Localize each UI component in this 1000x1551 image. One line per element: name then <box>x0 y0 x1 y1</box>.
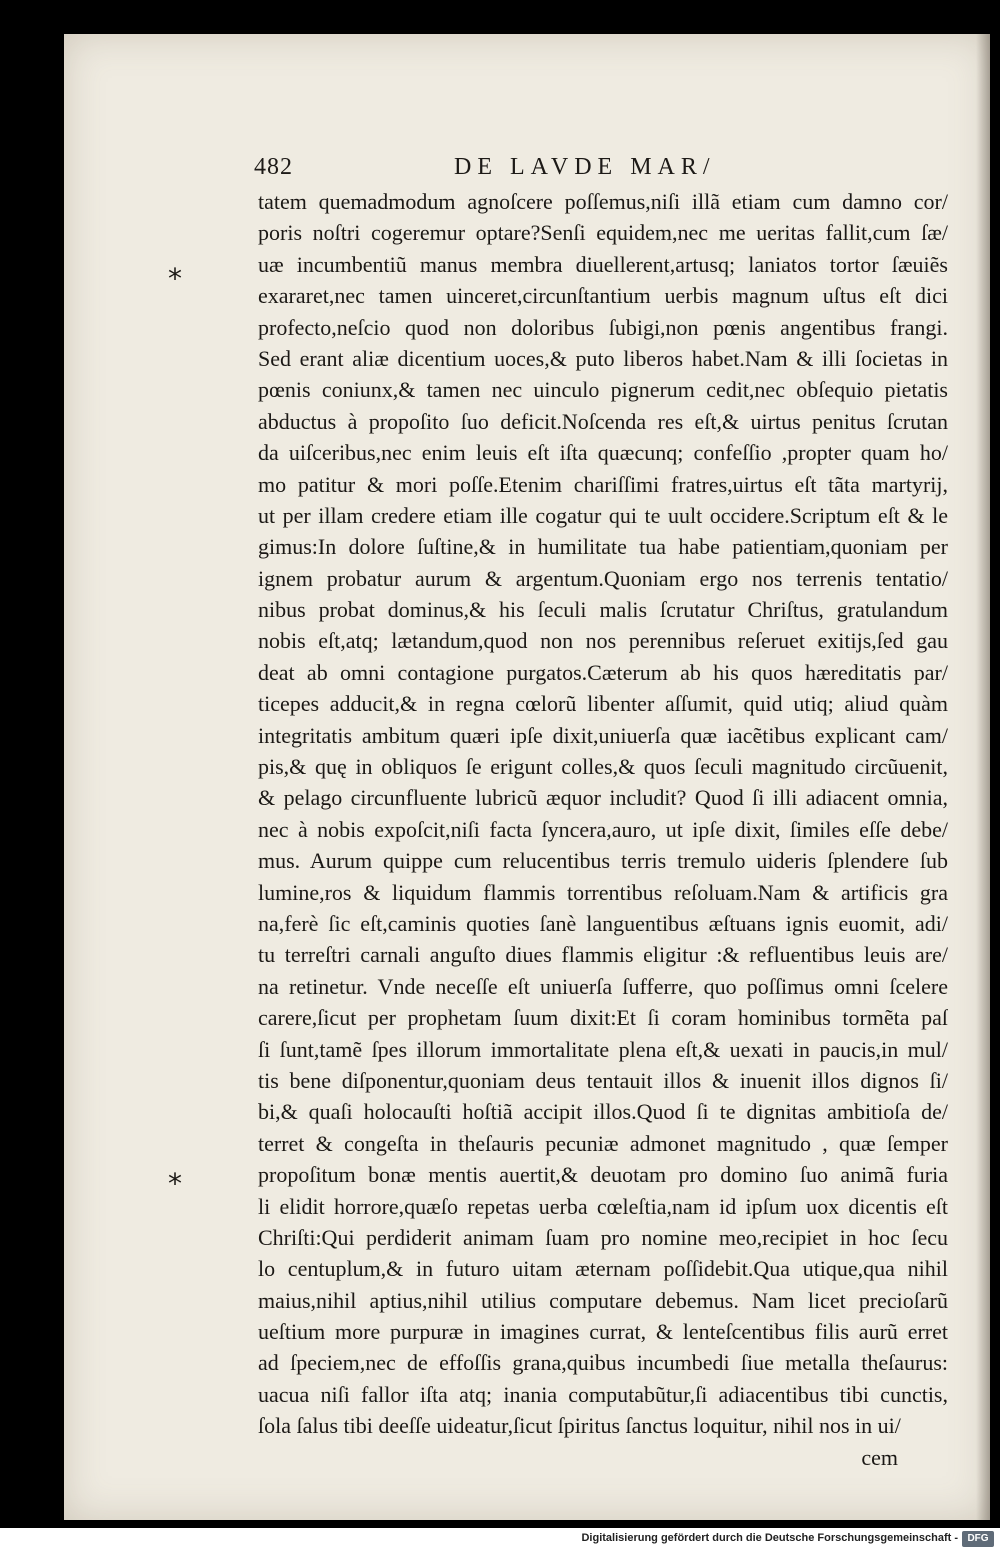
text-line: ad ſpeciem,nec de effoſſis grana,quibus incumbedi ſiue metalla theſaurus: <box>258 1350 948 1376</box>
text-line: ſi ſunt,tamẽ ſpes illorum immortalitate plena eſt,& uexati in paucis,in mul/ <box>258 1036 948 1062</box>
text-line: tu terreſtri carnali anguſto diues flammis eligitur :& refluentibus leuis are/ <box>258 942 948 968</box>
text-line: na,ferè ſic eſt,caminis quoties ſanè languentibus æſtuans ignis euomit, adi/ <box>258 910 948 936</box>
text-line: da uiſceribus,nec enim leuis eſt iſta quæcunq; confeſſio ,propter quam ho/ <box>258 440 948 466</box>
running-head: DE LAVDE MAR/ <box>454 154 716 180</box>
text-line: ticepes adducit,& in regna cœlorũ libenter aſſumit, quid utiq; aliud quàm <box>258 691 948 717</box>
text-line: exararet,nec tamen uinceret,circunſtantium uerbis magnum uſtus eſt dici <box>258 283 948 309</box>
text-line: lo centuplum,& in futuro uitam æternam poſſidebit.Qua utique,qua nihil <box>258 1256 948 1282</box>
text-line: na retinetur. Vnde neceſſe eſt uniuerſa ſufferre, quo poſſimus omni ſcelere <box>258 973 948 999</box>
text-line: terret & congeſta in theſauris pecuniæ admonet magnitudo , quæ ſemper <box>258 1130 948 1156</box>
digitization-footer <box>0 1528 1000 1551</box>
body-text <box>258 186 948 1473</box>
text-line: Chriſti:Qui perdiderit animam ſuam pro nomine meo,recipiet in hoc ſecu <box>258 1224 948 1250</box>
text-line: uacua niſi fallor iſta atq; inania computabũtur,ſi adiacentibus tibi cunctis, <box>258 1381 948 1407</box>
text-line: gimus:In dolore ſuſtine,& in humilitate tua habe patientiam,quoniam per <box>258 534 948 560</box>
page-number: 482 <box>254 154 293 180</box>
text-line: propoſitum bonæ mentis auertit,& deuotam pro domino ſuo animã furia <box>258 1162 948 1188</box>
margin-asterisk-marker: * <box>168 1167 182 1200</box>
text-line: abductus à propoſito ſuo deficit.Noſcenda res eſt,& uirtus penitus ſcrutan <box>258 408 948 434</box>
text-line: profecto,neſcio quod non doloribus ſubigi,non pœnis angentibus frangi. <box>258 314 948 340</box>
text-line: lumine,ros & liquidum flammis torrentibus reſoluam.Nam & artificis gra <box>258 879 948 905</box>
page-header <box>254 154 954 184</box>
funding-credit: Digitalisierung gefördert durch die Deutsche Forschungsgemeinschaft - <box>581 1532 958 1544</box>
text-line: deat ab omni contagione purgatos.Cæterum ab his quos hæreditatis par/ <box>258 659 948 685</box>
text-line: li elidit horrore,quæſo repetas uerba cœleſtia,nam id ipſum uox dicentis eſt <box>258 1193 948 1219</box>
text-line: Sed erant aliæ dicentium uoces,& puto liberos habet.Nam & illi ſocietas in <box>258 345 948 371</box>
text-line: & pelago circunfluente lubricũ æquor includit? Quod ſi illi adiacent omnia, <box>258 785 948 811</box>
text-line: ignem probatur aurum & argentum.Quoniam ergo nos terrenis tentatio/ <box>258 565 948 591</box>
catchword: cem <box>861 1444 898 1470</box>
text-line: ut per illam credere etiam ille cogatur qui te uult occidere.Scriptum eſt & le <box>258 502 948 528</box>
text-line: integritatis ambitum quæri ipſe dixit,uniuerſa quæ iacẽtibus explicant cam/ <box>258 722 948 748</box>
text-line: tatem quemadmodum agnoſcere poſſemus,niſi illã etiam cum damno cor/ <box>258 189 948 214</box>
text-line: tis bene diſponentur,quoniam deus tentauit illos & inuenit illos dignos ſi/ <box>258 1067 948 1093</box>
text-line: mus. Aurum quippe cum relucentibus terris tremulo uideris ſplendere ſub <box>258 848 948 874</box>
text-line: ueſtium more purpuræ in imagines currat, & lenteſcentibus filis aurũ erret <box>258 1319 948 1345</box>
text-line: pis,& quę in obliquos ſe erigunt colles,& quos ſeculi magnitudo circũuenit, <box>258 754 948 780</box>
margin-asterisk-marker: * <box>168 262 182 295</box>
text-line: carere,ſicut per prophetam ſuum dixit:Et ſi coram hominibus tormẽta paſ <box>258 1005 948 1031</box>
text-line: nibus probat dominus,& his ſeculi malis ſcrutatur Chriſtus, gratulandum <box>258 597 948 623</box>
text-line: nec à nobis expoſcit,niſi facta ſyncera,auro, ut ipſe dixit, ſimiles eſſe debe/ <box>258 816 948 842</box>
text-line: mo patitur & mori poſſe.Etenim chariſſimi fratres,uirtus eſt tãta martyrij, <box>258 471 948 497</box>
text-line: pœnis coniunx,& tamen nec uinculo pignerum cedit,nec obſequio pietatis <box>258 377 948 403</box>
dfg-logo: DFG <box>962 1531 994 1547</box>
text-line: ſola ſalus tibi deeſſe uideatur,ſicut ſpiritus ſanctus loquitur, nihil nos in ui/ <box>258 1413 901 1439</box>
text-line: maius,nihil aptius,nihil utilius computare debemus. Nam licet precioſarũ <box>258 1287 948 1313</box>
text-line: poris noſtri cogeremur optare?Senſi equidem,nec me ueritas fallit,cum ſæ/ <box>258 220 948 246</box>
text-line: nobis eſt,atq; lætandum,quod non nos perennibus reſeruet exitijs,ſed gau <box>258 628 948 654</box>
text-line: uæ incumbentiũ manus membra diuellerent,artusq; laniatos tortor ſæuiẽs <box>258 251 948 277</box>
text-line: bi,& quaſi holocauſti hoſtiã accipit illos.Quod ſi te dignitas ambitioſa de/ <box>258 1099 948 1125</box>
